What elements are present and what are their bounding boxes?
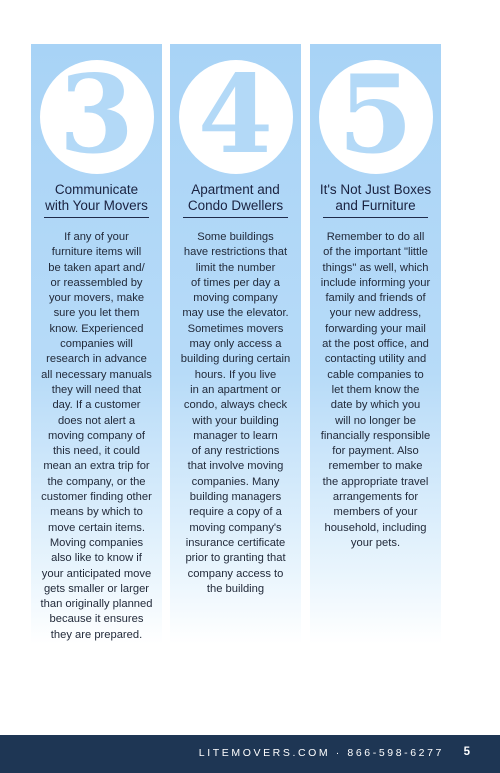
numeral-badge [319,52,433,178]
numeral-badge [40,52,154,178]
tip-column-3 [31,44,162,644]
footer-website-phone: LITEMOVERS.COM · 866-598-6277 [198,747,444,759]
tip-heading-line2: Condo Dwellers [187,198,284,213]
page-number: 5 [463,746,470,758]
heading-divider [44,217,149,218]
numeral-badge [179,52,293,178]
tip-heading [310,182,441,214]
page-footer [0,735,500,773]
tip-number: 4 [197,52,274,178]
tip-body: Remember to do all of the important "little things" as well, which include informing your family and friends of your new address, forwarding your mail at the post office, and contacting utility and cable companies to let them know the date by which you will no longer be financially responsible for payment. Also remember to make the appropriate travel arrangements for members of your household, including your pets. [320,231,431,549]
heading-divider [183,217,288,218]
tip-column-4 [170,44,301,644]
tip-heading [170,182,301,214]
tip-heading [31,182,162,214]
tip-heading-line2: with Your Movers [45,198,148,213]
heading-divider [323,217,428,218]
tip-heading-line1: Apartment and [191,182,280,197]
tip-number: 5 [337,52,414,178]
tip-number: 3 [58,52,135,178]
tip-body: Some buildings have restrictions that limit the number of times per day a moving company may use the elevator. Sometimes movers may only access a building during certain hours. If you live in an apartment or condo, always check with your building manager to learn of any restrictions that involve moving companies. Many building managers require a copy of a moving company's insurance certificate prior to granting that company access to the building [180,231,291,595]
tip-heading-line1: It's Not Just Boxes [319,182,432,197]
tip-heading-line1: Communicate [54,182,139,197]
tip-body: If any of your furniture items will be taken apart and/ or reassembled by your movers, make sure you let them know. Experienced companies will research in advance all necessary manuals they will need that day. If a customer does not alert a moving company of this need, it could mean an extra trip for the company, or the customer finding other means by which to move certain items. Moving companies also like to know if your anticipated move gets smaller or larger than originally planned because it ensures they are prepared. [40,231,153,641]
tip-heading-line2: and Furniture [335,198,416,213]
tip-column-5 [310,44,441,644]
